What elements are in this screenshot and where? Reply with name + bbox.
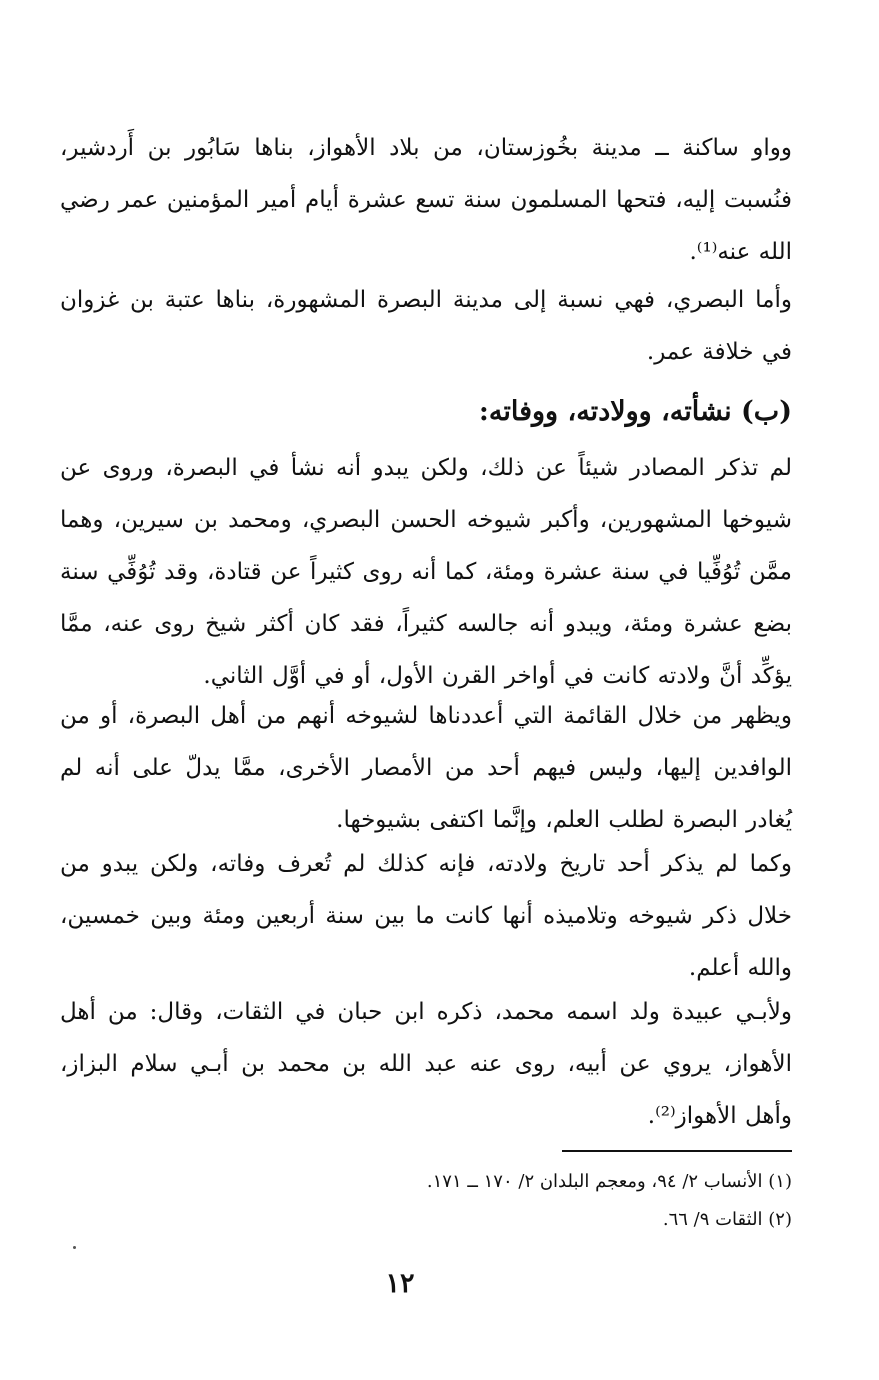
paragraph-death: وكما لم يذكر أحد تاريخ ولادته، فإنه كذلك لم تُعرف وفاته، ولكن يبدو من خلال ذكر شيوخه وتلاميذه أنها كانت ما بين سنة أربعين ومئة وبين خمسين، والله أعلم.	[60, 851, 792, 981]
footnote-divider	[562, 1150, 792, 1152]
paragraph-upbringing: لم تذكر المصادر شيئاً عن ذلك، ولكن يبدو أنه نشأ في البصرة، وروى عن شيوخها المشهورين، وأكبر شيوخه الحسن البصري، ومحمد بن سيرين، وهما ممَّن تُوُفِّيا في سنة عشرة ومئة، كما أنه روى كثيراً عن قتادة، وقد تُوُفِّي سنة بضع عشرة ومئة، ويبدو أنه جالسه كثيراً، فقد كان أكثر شيخ روى عنه، ممَّا يؤكِّد أنَّ ولادته كانت في أواخر القرن الأول، أو في أوَّل الثاني.	[60, 455, 792, 689]
paragraph-son: ولأبـي عبيدة ولد اسمه محمد، ذكره ابن حبان في الثقات، وقال: من أهل الأهواز، يروي عن أبيه، روى عنه عبد الله بن محمد بن أبـي سلام البزاز، وأهل الأهواز⁽²⁾.	[60, 999, 792, 1129]
footnote-1: (١) الأنساب ٢/ ٩٤، ومعجم البلدان ٢/ ١٧٠ ــ ١٧١.	[426, 1171, 792, 1192]
footnote-2: (٢) الثقات ٩/ ٦٦.	[662, 1209, 792, 1230]
page-number: ١٢	[385, 1268, 415, 1299]
paragraph-ahwaz-description: وواو ساكنة ــ مدينة بخُوزستان، من بلاد الأهواز، بناها سَابُور بن أَردشير، فنُسبت إليه، فتحها المسلمون سنة تسع عشرة أيام أمير المؤمنين عمر رضي الله عنه⁽¹⁾.	[60, 135, 792, 265]
paragraph-basri-nisba: وأما البصري، فهي نسبة إلى مدينة البصرة المشهورة، بناها عتبة بن غزوان في خلافة عمر.	[60, 287, 792, 365]
paragraph-teachers: ويظهر من خلال القائمة التي أعددناها لشيوخه أنهم من أهل البصرة، أو من الوافدين إليها، وليس فيهم أحد من الأمصار الأخرى، ممَّا يدلّ على أنه لم يُغادر البصرة لطلب العلم، وإنَّما اكتفى بشيوخها.	[60, 703, 792, 833]
section-heading: (ب) نشأته، وولادته، ووفاته:	[478, 396, 792, 427]
stray-mark	[73, 1246, 76, 1249]
book-page	[60, 0, 792, 1380]
